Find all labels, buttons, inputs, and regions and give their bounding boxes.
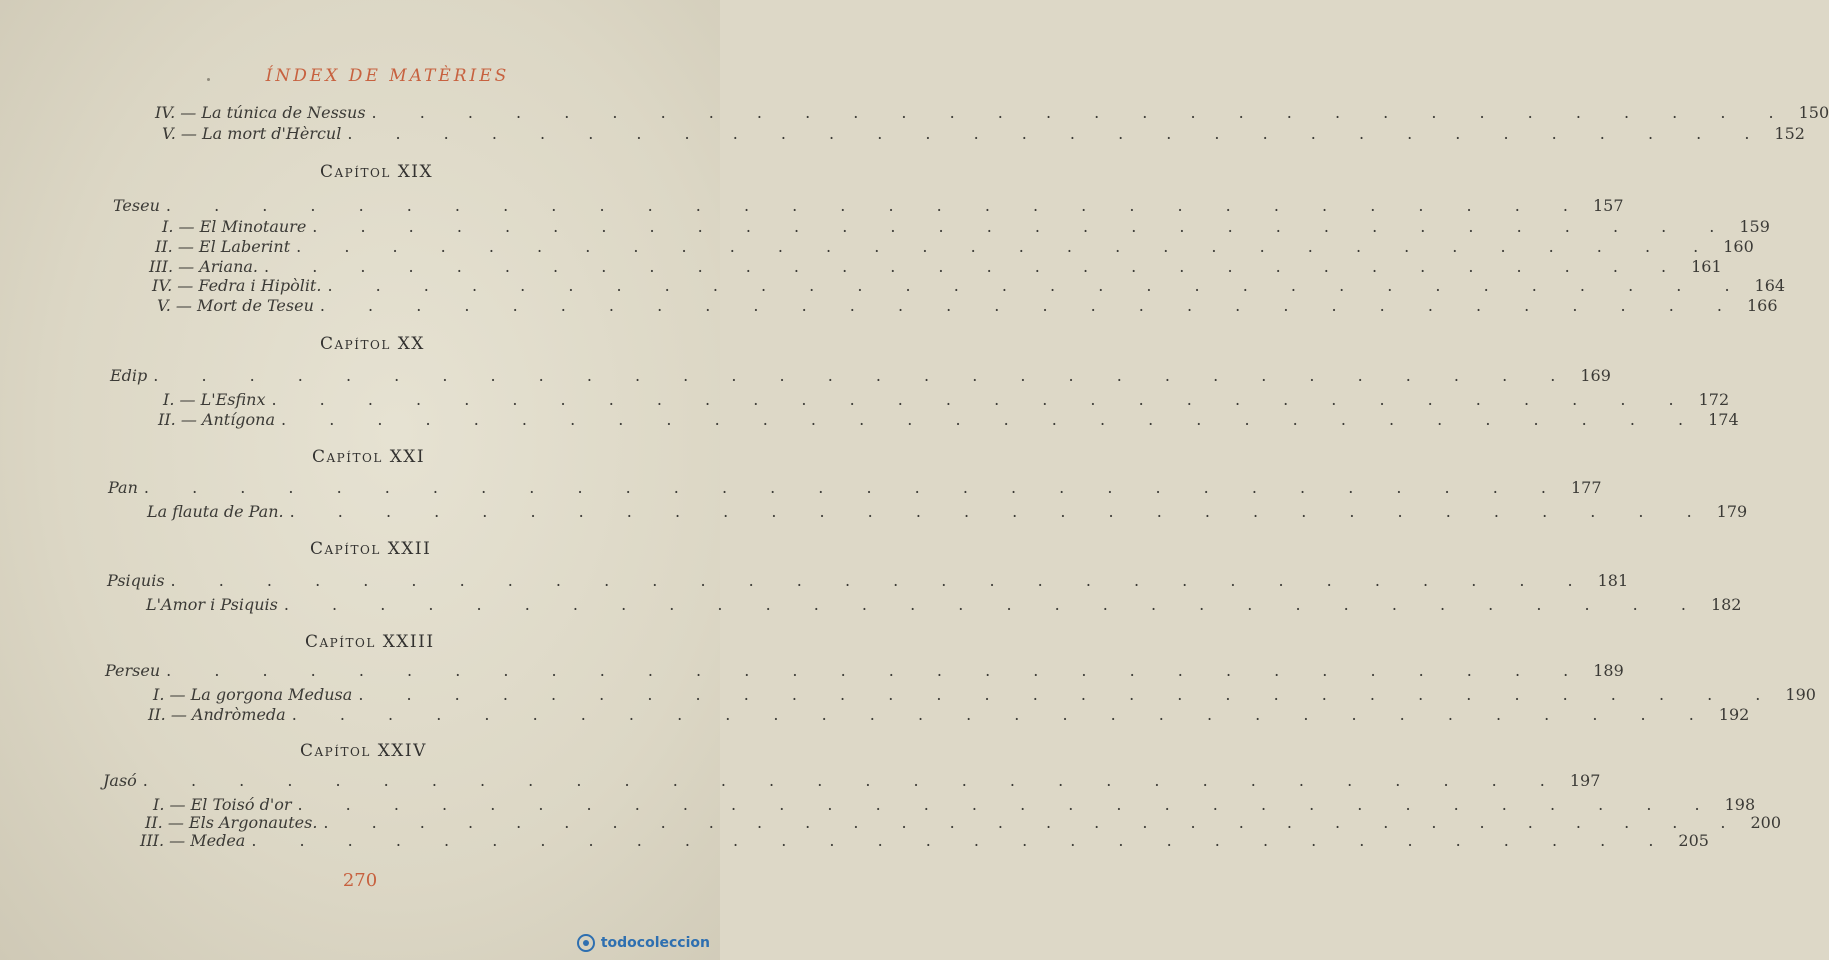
entry-page: 192 xyxy=(1718,705,1750,724)
toc-entry xyxy=(103,771,1601,793)
dot-leader: . . . . . . . . . . . . . . . . . . . . . . . . . . . . . . xyxy=(281,410,1703,429)
entry-title: La flauta de Pan. xyxy=(147,502,284,521)
entry-page: 182 xyxy=(1710,595,1742,614)
dot-leader: . . . . . . . . . . . . . . . . . . . . . . . . . . . . . . xyxy=(371,103,1793,122)
dot-leader: . . . . . . . . . . . . . . . . . . . . . . . . . . . . . . xyxy=(296,237,1718,256)
dot-leader: . . . . . . . . . . . . . . . . . . . . . . . . . . . . . . xyxy=(143,478,1565,497)
entry-page: 181 xyxy=(1597,571,1629,590)
entry-title: III. — Ariana. xyxy=(149,257,259,276)
entry-title: IV. — La túnica de Nessus xyxy=(155,103,366,122)
watermark xyxy=(577,934,710,952)
chapter-heading: Capítol XXIV xyxy=(300,741,427,761)
dot-leader: . . . . . . . . . . . . . . . . . . . . . . . . . . . . . . xyxy=(297,795,1719,814)
toc-entry xyxy=(108,478,1602,500)
entry-title: I. — El Toisó d'or xyxy=(153,795,292,814)
entry-page: 160 xyxy=(1723,237,1754,256)
dot-leader: . . . . . . . . . . . . . . . . . . . . . . . . . . . . . . xyxy=(165,196,1587,215)
entry-page: 189 xyxy=(1593,661,1624,680)
dot-leader: . . . . . . . . . . . . . . . . . . . . . . . . . . . . . . xyxy=(358,685,1780,704)
entry-page: 174 xyxy=(1708,410,1739,429)
watermark-logo-icon xyxy=(577,934,595,952)
entry-title: II. — Antígona xyxy=(158,410,276,429)
watermark-text: todocoleccion xyxy=(600,935,710,951)
toc-entry xyxy=(155,103,1829,125)
dot-leader: . . . . . . . . . . . . . . . . . . . . . . . . . . . . . . xyxy=(323,813,1745,832)
toc-entry xyxy=(155,237,1754,259)
entry-title: Psiquis xyxy=(107,571,165,590)
dot-leader: . . . . . . . . . . . . . . . . . . . . . . . . . . . . . . xyxy=(142,771,1564,790)
entry-title: I. — El Minotaure xyxy=(162,217,307,236)
dot-leader: . . . . . . . . . . . . . . . . . . . . . . . . . . . . . . xyxy=(289,502,1711,521)
entry-title: L'Amor i Psiquis xyxy=(146,595,278,614)
entry-title: Jasó xyxy=(103,771,137,790)
entry-page: 179 xyxy=(1716,502,1748,521)
dot-leader: . . . . . . . . . . . . . . . . . . . . . . . . . . . . . . xyxy=(264,257,1686,276)
dot-leader: . . . . . . . . . . . . . . . . . . . . . . . . . . . . . . xyxy=(312,217,1734,236)
dot-leader: . . . . . . . . . . . . . . . . . . . . . . . . . . . . . . xyxy=(153,366,1575,385)
dot-leader: . . . . . . . . . . . . . . . . . . . . . . . . . . . . . . xyxy=(170,571,1592,590)
page-number: 270 xyxy=(342,870,378,891)
toc-entry xyxy=(147,502,1748,524)
dot-leader: . . . . . . . . . . . . . . . . . . . . . . . . . . . . . . xyxy=(319,296,1741,315)
entry-title: II. — Els Argonautes. xyxy=(145,813,318,832)
entry-page: 197 xyxy=(1569,771,1601,790)
entry-title: I. — La gorgona Medusa xyxy=(153,685,353,704)
entry-title: V. — Mort de Teseu xyxy=(157,296,314,315)
entry-title: II. — El Laberint xyxy=(155,237,291,256)
entry-title: Teseu xyxy=(113,196,160,215)
entry-title: I. — L'Esfinx xyxy=(163,390,266,409)
toc-entry xyxy=(107,571,1629,593)
entry-page: 159 xyxy=(1739,217,1770,236)
entry-title: II. — Andròmeda xyxy=(148,705,286,724)
entry-page: 172 xyxy=(1698,390,1730,409)
entry-page: 177 xyxy=(1570,478,1602,497)
dot-leader: . . . . . . . . . . . . . . . . . . . . . . . . . . . . . . xyxy=(291,705,1713,724)
entry-title: Perseu xyxy=(105,661,161,680)
dot-leader: . . . . . . . . . . . . . . . . . . . . . . . . . . . . . . xyxy=(251,831,1673,850)
entry-page: 169 xyxy=(1580,366,1611,385)
chapter-heading: Capítol XXIII xyxy=(305,632,435,652)
toc-entry xyxy=(110,366,1611,388)
entry-page: 190 xyxy=(1785,685,1816,704)
toc-entry xyxy=(105,661,1624,683)
entry-page: 198 xyxy=(1724,795,1756,814)
entry-page: 161 xyxy=(1691,257,1722,276)
entry-page: 164 xyxy=(1754,276,1786,295)
toc-entry xyxy=(148,705,1750,727)
entry-page: 150 xyxy=(1798,103,1829,122)
toc-entry xyxy=(153,685,1816,707)
toc-entry xyxy=(140,831,1709,853)
entry-title: IV. — Fedra i Hipòlit. xyxy=(152,276,322,295)
dot-leader: . . . . . . . . . . . . . . . . . . . . . . . . . . . . . . xyxy=(166,661,1588,680)
entry-page: 205 xyxy=(1678,831,1709,850)
entry-page: 157 xyxy=(1592,196,1624,215)
chapter-heading: Capítol XXII xyxy=(310,539,432,559)
chapter-heading: Capítol XX xyxy=(320,334,425,354)
dot-leader: . . . . . . . . . . . . . . . . . . . . . . . . . . . . . . xyxy=(327,276,1749,295)
toc-entry xyxy=(162,217,1770,239)
entry-page: 152 xyxy=(1774,124,1805,143)
running-head: ÍNDEX DE MATÈRIES xyxy=(265,66,510,86)
entry-title: V. — La mort d'Hèrcul xyxy=(162,124,342,143)
dot-leader: . . . . . . . . . . . . . . . . . . . . . . . . . . . . . . xyxy=(347,124,1769,143)
toc-entry xyxy=(146,595,1742,617)
entry-page: 200 xyxy=(1750,813,1782,832)
toc-entry xyxy=(157,296,1778,318)
toc-entry xyxy=(162,124,1805,146)
dot-leader: . . . . . . . . . . . . . . . . . . . . . . . . . . . . . . xyxy=(271,390,1693,409)
entry-title: Pan xyxy=(108,478,138,497)
toc-entry xyxy=(163,390,1730,412)
toc-entry xyxy=(113,196,1624,218)
entry-title: Edip xyxy=(110,366,148,385)
chapter-heading: Capítol XXI xyxy=(312,447,426,467)
dot-leader: . . . . . . . . . . . . . . . . . . . . . . . . . . . . . . xyxy=(283,595,1705,614)
entry-title: III. — Medea xyxy=(140,831,246,850)
toc-entry xyxy=(158,410,1739,432)
chapter-heading: Capítol XIX xyxy=(320,162,434,182)
entry-page: 166 xyxy=(1746,296,1778,315)
toc-entry xyxy=(152,276,1786,298)
